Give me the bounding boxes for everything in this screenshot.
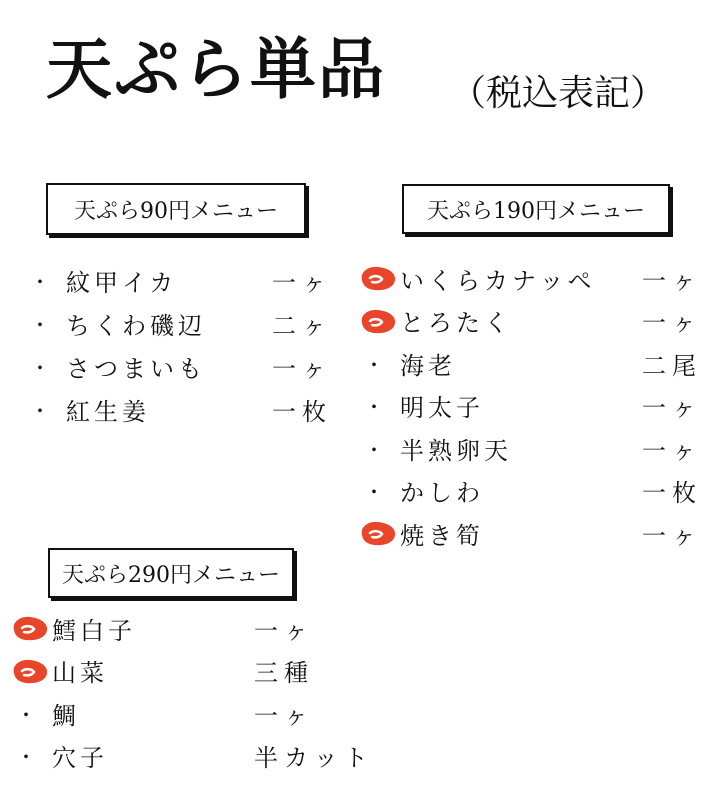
- recommended-marker: [358, 513, 400, 553]
- menu-item: [10, 693, 80, 733]
- item-quantity: 一枚: [642, 479, 702, 507]
- item-name: 紋甲イカ: [66, 268, 178, 297]
- recommended-marker: [10, 608, 52, 648]
- item-quantity: 一枚: [272, 397, 332, 426]
- section-290-heading: 天ぷら290円メニュー: [48, 548, 294, 598]
- bullet-dot: ・: [16, 745, 36, 769]
- shrimp-icon: [358, 263, 398, 293]
- recommended-marker: [358, 258, 400, 298]
- item-quantity: 半カット: [254, 744, 374, 772]
- bullet-dot: ・: [16, 702, 36, 727]
- item-name: さつまいも: [66, 354, 206, 383]
- item-quantity: 一ヶ: [642, 266, 702, 295]
- menu-item: [358, 258, 596, 298]
- item-quantity: 一ヶ: [642, 521, 702, 550]
- menu-item: [24, 346, 206, 386]
- shrimp-icon: [358, 518, 398, 548]
- menu-item: [24, 389, 150, 429]
- shrimp-icon: [10, 613, 50, 643]
- menu-title: 天ぷら単品: [46, 30, 386, 108]
- menu-item: [358, 301, 512, 341]
- bullet-dot: ・: [364, 352, 384, 377]
- bullet-dot: ・: [30, 355, 50, 380]
- item-name: 海老: [400, 351, 456, 380]
- item-quantity: 一ヶ: [642, 309, 702, 337]
- item-name: ちくわ磯辺: [66, 311, 206, 340]
- item-quantity: 一ヶ: [642, 394, 702, 422]
- item-quantity: 三種: [254, 659, 314, 687]
- menu-item: [358, 513, 484, 553]
- item-quantity: 二尾: [642, 351, 702, 380]
- menu-item: [24, 260, 177, 300]
- item-name: 穴子: [52, 744, 108, 772]
- item-name: 紅生姜: [66, 397, 150, 426]
- item-name: 山菜: [52, 659, 108, 687]
- item-name: 明太子: [400, 394, 484, 422]
- item-name: とろたく: [400, 309, 512, 337]
- bullet-dot: ・: [364, 480, 384, 504]
- item-name: 半熟卵天: [400, 436, 512, 465]
- item-name: いくらカナッペ: [400, 266, 596, 295]
- bullet-dot: ・: [30, 269, 50, 294]
- menu-item: [10, 651, 108, 691]
- item-name: 焼き筍: [400, 521, 484, 550]
- recommended-marker: [358, 301, 400, 341]
- menu-item: [24, 303, 206, 343]
- item-name: 鯛: [52, 701, 80, 730]
- tax-note: （税込表記）: [450, 73, 667, 114]
- bullet-dot: ・: [30, 312, 50, 337]
- item-quantity: 一ヶ: [272, 354, 332, 383]
- item-quantity: 一ヶ: [254, 701, 314, 730]
- menu-item: [10, 608, 136, 648]
- menu-item: [358, 428, 512, 468]
- item-quantity: 一ヶ: [272, 268, 332, 297]
- recommended-marker: [10, 651, 52, 691]
- bullet-dot: ・: [30, 398, 50, 423]
- menu-item: [358, 343, 456, 383]
- shrimp-icon: [10, 656, 50, 686]
- item-quantity: 二ヶ: [272, 311, 332, 340]
- shrimp-icon: [358, 306, 398, 336]
- section-90-heading: 天ぷら90円メニュー: [46, 183, 306, 235]
- menu-item: [358, 386, 484, 426]
- menu-item: [10, 736, 108, 776]
- bullet-dot: ・: [364, 395, 384, 419]
- menu-item: [358, 471, 484, 511]
- item-quantity: 一ヶ: [254, 616, 314, 645]
- item-name: 鱈白子: [52, 616, 136, 645]
- item-name: かしわ: [400, 479, 484, 507]
- item-quantity: 一ヶ: [642, 436, 702, 465]
- bullet-dot: ・: [364, 437, 384, 462]
- section-190-heading: 天ぷら190円メニュー: [402, 184, 670, 234]
